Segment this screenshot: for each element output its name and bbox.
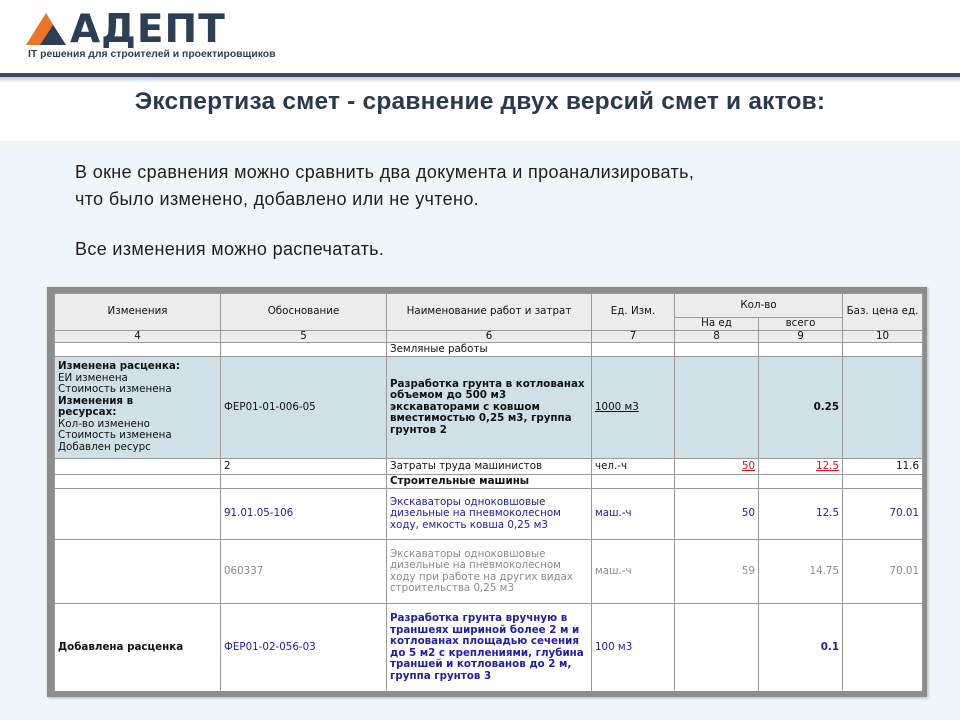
qty-per-unit-cell — [675, 357, 759, 459]
th-name: Наименование работ и затрат — [387, 294, 592, 331]
work-name-cell: Экскаваторы одноковшовые дизельные на пневмоколесном ходу, емкость ковша 0,25 м3 — [387, 489, 592, 540]
table-row[interactable] — [55, 357, 923, 459]
col-number: 6 — [387, 330, 592, 343]
comparison-window-screenshot — [47, 287, 927, 697]
qty-total-cell: 12.5 — [759, 459, 843, 475]
qty-total-cell: 14.75 — [759, 540, 843, 604]
qty-total-cell: 0.1 — [759, 604, 843, 692]
work-name-cell: Экскаваторы одноковшовые дизельные на пневмоколесном ходу при работе на других видах строительства 0,25 м3 — [387, 540, 592, 604]
col-number: 9 — [759, 330, 843, 343]
section-label: Земляные работы — [387, 343, 592, 357]
change-description: Добавлена расценка — [55, 604, 221, 692]
change-line: Стоимость изменена — [58, 383, 172, 395]
section-label: Строительные машины — [387, 475, 592, 489]
comparison-table — [54, 293, 923, 691]
price-cell — [843, 357, 923, 459]
header — [0, 0, 960, 76]
col-number: 5 — [221, 330, 387, 343]
work-name-cell: Разработка грунта в котлованах объемом до 500 м3 экскаваторами с ковшом вместимостью 0,25 м3, группа грунтов 2 — [387, 357, 592, 459]
change-line: ресурсах: — [58, 406, 117, 418]
th-qty: Кол-во — [675, 294, 843, 318]
logo-tagline: IT решения для строителей и проектировщиков — [28, 49, 276, 60]
logo-mark-icon — [26, 13, 66, 45]
qty-total-cell: 12.5 — [759, 489, 843, 540]
section-row-earthworks — [55, 343, 923, 357]
table-row[interactable] — [55, 459, 923, 475]
change-line: Изменена расценка: — [58, 360, 180, 372]
basis-cell: 91.01.05-106 — [221, 489, 387, 540]
column-number-row — [55, 330, 923, 343]
basis-cell: ФЕР01-02-056-03 — [221, 604, 387, 692]
col-number: 4 — [55, 330, 221, 343]
change-line: ЕИ изменена — [58, 371, 128, 384]
basis-cell: 2 — [221, 459, 387, 475]
price-cell — [843, 604, 923, 692]
logo-wordmark: АДЕПТ — [70, 7, 226, 52]
paragraph-line-1: В окне сравнения можно сравнить два документа и проанализировать, — [75, 162, 695, 182]
th-basis: Обоснование — [221, 294, 387, 331]
unit-cell: маш.-ч — [592, 489, 675, 540]
basis-cell: ФЕР01-01-006-05 — [221, 357, 387, 459]
qty-per-unit-cell — [675, 604, 759, 692]
th-qty-total: всего — [759, 318, 843, 331]
th-unit: Ед. Изм. — [592, 294, 675, 331]
qty-total-cell: 0.25 — [759, 357, 843, 459]
slide-title: Экспертиза смет - сравнение двух версий смет и актов: — [134, 88, 826, 115]
header-shadow — [0, 77, 960, 83]
paragraph-print: Все изменения можно распечатать. — [75, 239, 385, 259]
price-cell: 70.01 — [843, 540, 923, 604]
th-changes: Изменения — [55, 294, 221, 331]
col-number: 7 — [592, 330, 675, 343]
th-base-price: Баз. цена ед. — [843, 294, 923, 331]
change-line: Стоимость изменена — [58, 429, 172, 441]
change-line: Кол-во изменено — [58, 417, 150, 430]
work-name-cell: Затраты труда машинистов — [387, 459, 592, 475]
paragraph-line-2: что было изменено, добавлено или не учтено. — [75, 189, 480, 209]
qty-per-unit-cell: 50 — [675, 489, 759, 540]
work-name-cell: Разработка грунта вручную в траншеях шириной более 2 м и котлованах площадью сечения до 5 м2 с креплениями, глубина траншей и котлованов до 2 м, группа грунтов 3 — [387, 604, 592, 692]
unit-cell: чел.-ч — [592, 459, 675, 475]
change-line: Добавлен ресурс — [58, 440, 151, 453]
table-row[interactable] — [55, 489, 923, 540]
change-description — [55, 357, 221, 459]
col-number: 8 — [675, 330, 759, 343]
section-row-machines — [55, 475, 923, 489]
unit-cell: маш.-ч — [592, 540, 675, 604]
price-cell: 11.6 — [843, 459, 923, 475]
col-number: 10 — [843, 330, 923, 343]
change-line: Изменения в — [58, 394, 134, 407]
adept-logo — [26, 7, 276, 63]
header-row — [55, 294, 923, 318]
qty-per-unit-cell: 50 — [675, 459, 759, 475]
th-qty-per-unit: На ед — [675, 318, 759, 331]
unit-cell: 100 м3 — [592, 604, 675, 692]
basis-cell: 060337 — [221, 540, 387, 604]
table-row[interactable] — [55, 540, 923, 604]
qty-per-unit-cell: 59 — [675, 540, 759, 604]
table-row[interactable] — [55, 604, 923, 692]
unit-cell: 1000 м3 — [592, 357, 675, 459]
price-cell: 70.01 — [843, 489, 923, 540]
